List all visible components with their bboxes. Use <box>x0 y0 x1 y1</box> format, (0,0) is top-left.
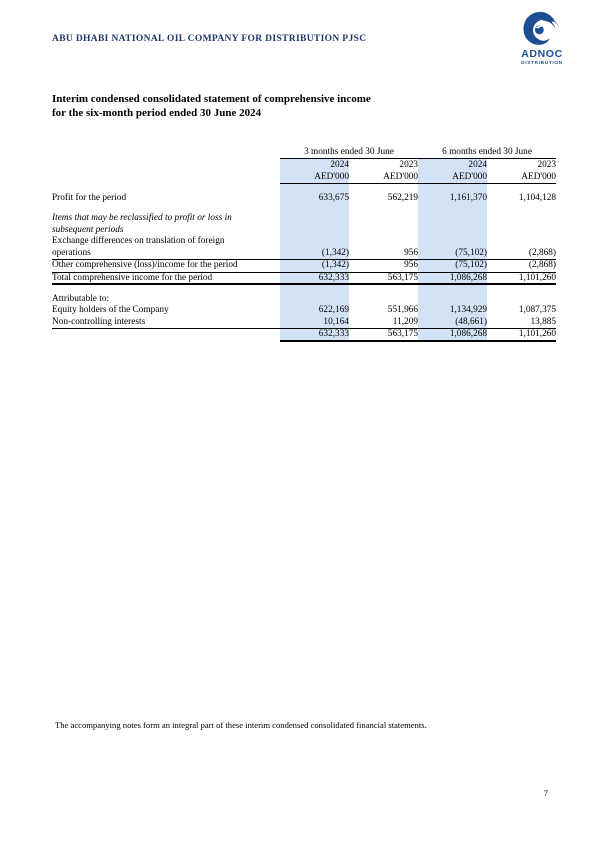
row-label: Non-controlling interests <box>52 317 280 329</box>
table-year-row <box>52 159 556 172</box>
row-value: (2,868) <box>487 248 556 260</box>
group-header-3-months: 3 months ended 30 June <box>280 146 418 159</box>
row-value <box>418 294 487 306</box>
year-row-spacer <box>52 159 280 172</box>
row-label: Attributable to: <box>52 293 110 304</box>
unit-2023-6m: AED'000 <box>487 171 556 184</box>
page-title-line-2: for the six-month period ended 30 June 2024 <box>52 106 262 119</box>
row-label: Exchange differences on translation of foreign <box>52 236 225 246</box>
table-row-reclass-note-2 <box>52 225 556 237</box>
year-2024-3m: 2024 <box>280 159 349 172</box>
table-row-exchange-differences-2 <box>52 248 556 260</box>
year-2023-3m: 2023 <box>399 160 419 170</box>
unit-2024-3m: AED'000 <box>280 171 349 184</box>
company-name: ABU DHABI NATIONAL OIL COMPANY FOR DISTRIBUTION PJSC <box>52 34 367 44</box>
row-value <box>487 236 556 248</box>
spacer-cell <box>487 204 556 213</box>
table-row-non-controlling-interests <box>52 317 556 329</box>
group-header-spacer <box>52 146 280 159</box>
table-row-reclass-note-1 <box>52 213 556 225</box>
unit-row-spacer <box>52 171 280 184</box>
spacer-cell <box>52 184 280 193</box>
page-title-line-1: Interim condensed consolidated statement of comprehensive income <box>52 93 371 105</box>
unit-2023-3m: AED'000 <box>349 171 418 184</box>
row-label: operations <box>52 248 280 260</box>
comprehensive-income-table <box>52 146 556 342</box>
row-value: 13,885 <box>487 317 556 329</box>
row-label: Total comprehensive income for the period <box>52 272 280 285</box>
row-label: Other comprehensive (loss)/income for the period <box>52 260 280 273</box>
adnoc-falcon-logo-icon <box>520 10 564 48</box>
row-label: subsequent periods <box>52 224 124 235</box>
year-2023-6m: 2023 <box>537 160 557 170</box>
row-value <box>418 225 487 237</box>
row-value <box>487 225 556 237</box>
row-value: 563,175 <box>349 272 418 285</box>
spacer-cell <box>418 204 487 213</box>
group-header-6-months: 6 months ended 30 June <box>418 146 556 159</box>
row-value <box>349 225 418 237</box>
table-row-equity-holders <box>52 305 556 317</box>
row-value <box>487 294 556 306</box>
row-value: (75,102) <box>418 248 487 260</box>
spacer <box>52 184 556 193</box>
row-value: 563,175 <box>349 329 418 342</box>
table-unit-row <box>52 171 556 184</box>
row-value: 632,333 <box>280 329 349 342</box>
table-group-header-row <box>52 146 556 159</box>
row-value: 562,219 <box>387 192 419 203</box>
spacer-cell <box>280 204 349 213</box>
row-value: 1,086,268 <box>418 272 487 285</box>
row-value <box>418 213 487 225</box>
table-row-exchange-differences-1 <box>52 236 556 248</box>
spacer-cell <box>349 285 418 294</box>
document-header <box>0 0 600 80</box>
unit-2024-6m: AED'000 <box>418 171 487 184</box>
row-value: 11,209 <box>349 317 418 329</box>
row-value: (48,661) <box>418 317 487 329</box>
table-row-total-comprehensive-income <box>52 272 556 285</box>
row-value: 622,169 <box>280 305 349 317</box>
adnoc-wordmark: ADNOC <box>521 48 563 60</box>
spacer <box>52 204 556 213</box>
row-value: 1,101,260 <box>487 329 556 342</box>
row-value: (1,342) <box>280 260 349 273</box>
adnoc-logo <box>506 10 578 68</box>
table-row-profit-for-the-period <box>52 193 556 205</box>
row-value <box>349 236 418 248</box>
row-label: Profit for the period <box>52 192 127 203</box>
row-label <box>52 329 280 342</box>
year-2024-6m: 2024 <box>418 159 487 172</box>
row-value: 10,164 <box>280 317 349 329</box>
row-value <box>280 225 349 237</box>
spacer-cell <box>418 184 487 193</box>
spacer-cell <box>280 285 349 294</box>
table-row-attributable-total <box>52 329 556 342</box>
row-value <box>280 213 349 225</box>
row-value: 1,087,375 <box>518 305 557 315</box>
row-label: Items that may be reclassified to profit or loss in <box>52 213 232 223</box>
spacer-cell <box>280 184 349 193</box>
row-value: 956 <box>349 248 418 260</box>
row-value: 1,161,370 <box>418 193 487 205</box>
row-value: 1,104,128 <box>518 192 557 203</box>
spacer-cell <box>52 204 280 213</box>
page-number: 7 <box>543 788 548 798</box>
row-value: 956 <box>349 260 418 273</box>
spacer-cell <box>487 285 556 294</box>
spacer-cell <box>487 184 556 193</box>
row-label: Equity holders of the Company <box>52 305 169 315</box>
spacer-cell <box>418 285 487 294</box>
row-value <box>280 236 349 248</box>
table-row-attributable-to <box>52 294 556 306</box>
row-value <box>349 294 418 306</box>
row-value: 632,333 <box>280 272 349 285</box>
row-value: (1,342) <box>280 248 349 260</box>
row-value: (2,868) <box>487 260 556 273</box>
row-value: 1,134,929 <box>418 305 487 317</box>
row-value: (75,102) <box>418 260 487 273</box>
spacer-cell <box>52 285 280 294</box>
row-value: 633,675 <box>280 193 349 205</box>
page-title <box>52 93 371 120</box>
footer-note: The accompanying notes form an integral part of these interim condensed consolidated financial statements. <box>55 720 427 730</box>
row-value: 1,086,268 <box>418 329 487 342</box>
table-row-other-comprehensive-income <box>52 260 556 273</box>
row-value: 551,966 <box>387 305 419 315</box>
row-value: 1,101,260 <box>487 272 556 285</box>
adnoc-submark: DISTRIBUTION <box>521 60 563 65</box>
row-value <box>487 213 556 225</box>
row-value <box>280 294 349 306</box>
spacer-cell <box>349 204 418 213</box>
spacer-cell <box>349 184 418 193</box>
row-value <box>349 213 418 225</box>
spacer <box>52 285 556 294</box>
row-value <box>418 236 487 248</box>
